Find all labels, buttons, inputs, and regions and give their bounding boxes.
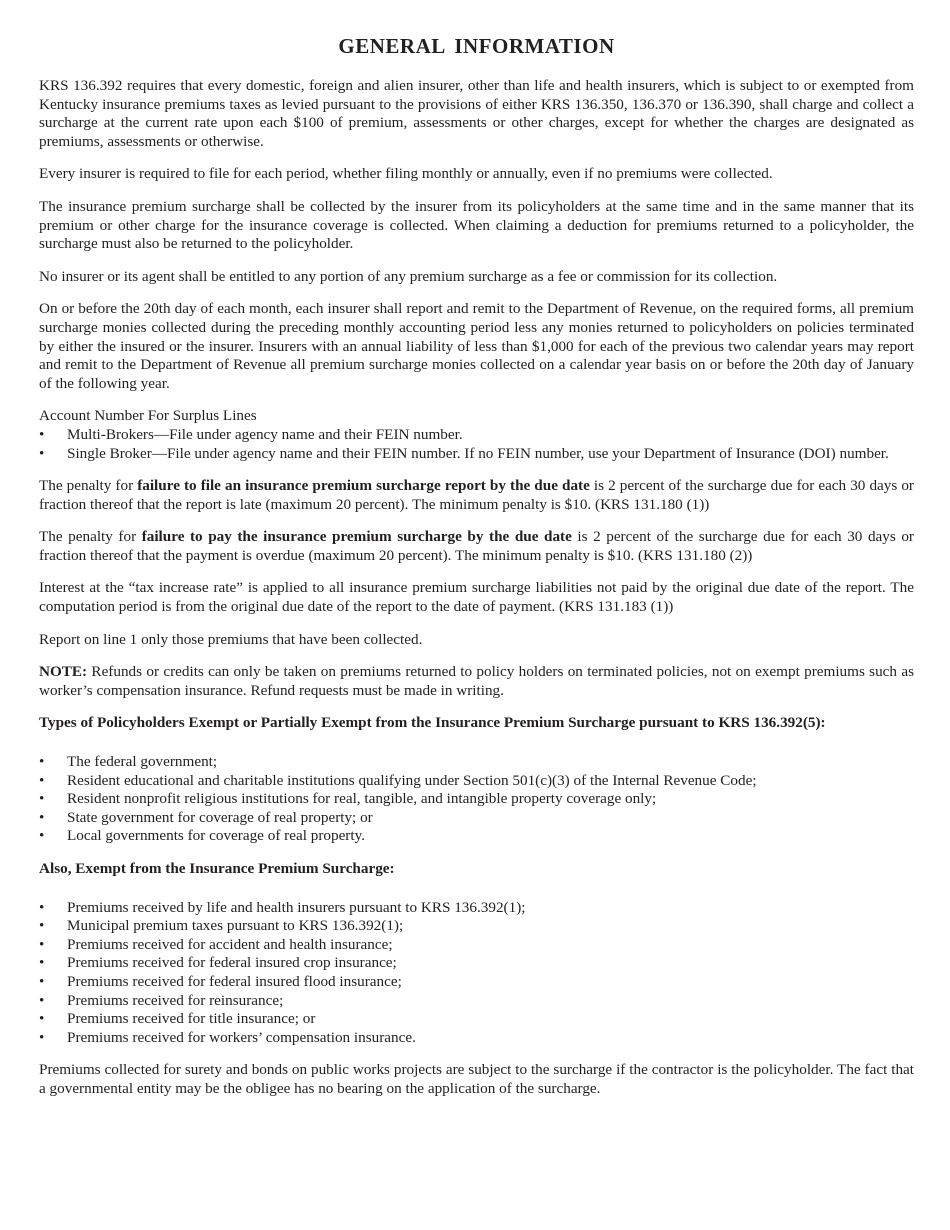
list-item [39, 1010, 914, 1029]
bullet-icon: • [39, 790, 45, 808]
list-item-text: Premiums received for federal insured crop insurance; [67, 954, 397, 972]
bullet-icon: • [39, 954, 45, 972]
list-item [39, 899, 914, 918]
list-item [39, 790, 914, 809]
bullet-icon: • [39, 1010, 45, 1028]
exempt-types-list [39, 753, 914, 846]
list-item [39, 954, 914, 973]
bullet-icon: • [39, 935, 45, 953]
bullet-icon: • [39, 898, 45, 916]
list-item-text: Premiums received for accident and health insurance; [67, 935, 393, 953]
page-title: GENERAL INFORMATION [338, 34, 615, 58]
penalty-file-prefix: The penalty for [39, 477, 138, 495]
list-item-text: Single Broker—File under agency name and their FEIN number. If no FEIN number, use your Department of Insurance (DOI) number. [67, 444, 889, 462]
penalty-pay-bold: failure to pay the insurance premium surcharge by the due date [141, 528, 572, 546]
paragraph-no-commission: No insurer or its agent shall be entitled to any portion of any premium surcharge as a fee or commission for its collection. [39, 267, 778, 285]
list-item [39, 936, 914, 955]
list-item-text: Premiums received by life and health insurers pursuant to KRS 136.392(1); [67, 898, 526, 916]
list-item-text: Premiums received for workers’ compensation insurance. [67, 1028, 416, 1046]
bullet-icon: • [39, 1028, 45, 1046]
list-item-text: The federal government; [67, 753, 218, 771]
bullet-icon: • [39, 808, 45, 826]
list-item [39, 992, 914, 1011]
penalty-file-suffix: is 2 percent of the surcharge due for each 30 days or fraction thereof that the report is late (maximum 20 percent). The minimum penalty is $10. (KRS 131.180 (1)) [39, 477, 914, 513]
list-item [39, 827, 914, 846]
paragraph-interest: Interest at the “tax increase rate” is applied to all insurance premium surcharge liabilities not paid by the original due date of the report. The computation period is from the original due date of the report to the date of payment. (KRS 131.183 (1)) [39, 579, 914, 616]
list-item-text: State government for coverage of real property; or [67, 808, 373, 826]
list-item-text: Resident educational and charitable institutions qualifying under Section 501(c)(3) of the Internal Revenue Code; [67, 771, 757, 789]
list-item-text: Local governments for coverage of real property. [67, 827, 365, 845]
list-item [39, 445, 914, 464]
paragraph-report-line: Report on line 1 only those premiums that have been collected. [39, 630, 423, 648]
list-item [39, 426, 914, 445]
list-item [39, 809, 914, 828]
list-item [39, 753, 914, 772]
paragraph-penalty-file [39, 477, 914, 514]
note-label: NOTE: [39, 663, 88, 681]
list-item-text: Municipal premium taxes pursuant to KRS 136.392(1); [67, 917, 404, 935]
list-item [39, 973, 914, 992]
paragraph-note [39, 663, 914, 700]
penalty-pay-suffix: is 2 percent of the surcharge due for each 30 days or fraction thereof that the payment is overdue (maximum 20 percent). The minimum penalty is $10. (KRS 131.180 (2)) [39, 528, 914, 564]
bullet-icon: • [39, 917, 45, 935]
bullet-icon: • [39, 425, 45, 443]
surplus-lines-heading: Account Number For Surplus Lines [39, 407, 257, 425]
also-exempt-heading: Also, Exempt from the Insurance Premium Surcharge: [39, 860, 395, 877]
list-item-text: Multi-Brokers—File under agency name and their FEIN number. [67, 425, 463, 443]
exempt-types-heading: Types of Policyholders Exempt or Partially Exempt from the Insurance Premium Surcharge pursuant to KRS 136.392(5): [39, 714, 826, 732]
bullet-icon: • [39, 753, 45, 771]
bullet-icon: • [39, 771, 45, 789]
list-item-text: Resident nonprofit religious institutions for real, tangible, and intangible property coverage only; [67, 790, 657, 808]
paragraph-filing-requirement: Every insurer is required to file for each period, whether filing monthly or annually, even if no premiums were collected. [39, 165, 773, 183]
paragraph-collection: The insurance premium surcharge shall be collected by the insurer from its policyholders at the same time and in the same manner that its premium or other charge for the insurance coverage is collected. When claiming a deduction for premiums returned to a policyholder, the surcharge must also be returned to the policyholder. [39, 197, 914, 253]
list-item [39, 917, 914, 936]
penalty-pay-prefix: The penalty for [39, 528, 142, 546]
paragraph-closing: Premiums collected for surety and bonds on public works projects are subject to the surcharge if the contractor is the policyholder. The fact that a governmental entity may be the obligee has no bearing on the application of the surcharge. [39, 1061, 914, 1097]
bullet-icon: • [39, 827, 45, 845]
bullet-icon: • [39, 444, 45, 462]
paragraph-remittance: On or before the 20th day of each month, each insurer shall report and remit to the Department of Revenue, on the required forms, all premium surcharge monies collected during the preceding monthly accounting period less any monies returned to policyholders on policies terminated by either the insured or the insurer. Insurers with an annual liability of less than $1,000 for each of the previous two calendar years may report and remit to the Department of Revenue all premium surcharge monies collected on a calendar year basis on or before the 20th day of January of the following year. [39, 300, 914, 392]
also-exempt-list [39, 899, 914, 1048]
list-item-text: Premiums received for federal insured flood insurance; [67, 972, 402, 990]
surplus-lines-list [39, 426, 914, 463]
paragraph-surcharge-requirement: KRS 136.392 requires that every domestic, foreign and alien insurer, other than life and health insurers, which is subject to or exempted from Kentucky insurance premiums taxes as levied pursuant to the provisions of either KRS 136.350, 136.370 or 136.390, shall charge and collect a surcharge at the current rate upon each $100 of premium, assessments or other charges, except for whether the charges are designated as premiums, assessments or otherwise. [39, 77, 914, 150]
list-item [39, 772, 914, 791]
bullet-icon: • [39, 991, 45, 1009]
list-item-text: Premiums received for reinsurance; [67, 991, 284, 1009]
bullet-icon: • [39, 972, 45, 990]
list-item-text: Premiums received for title insurance; or [67, 1010, 316, 1028]
list-item [39, 1029, 914, 1048]
penalty-file-bold: failure to file an insurance premium surcharge report by the due date [137, 477, 590, 495]
note-text: Refunds or credits can only be taken on premiums returned to policy holders on terminated policies, not on exempt premiums such as worker’s compensation insurance. Refund requests must be made in writing. [39, 663, 914, 699]
paragraph-penalty-pay [39, 528, 914, 565]
